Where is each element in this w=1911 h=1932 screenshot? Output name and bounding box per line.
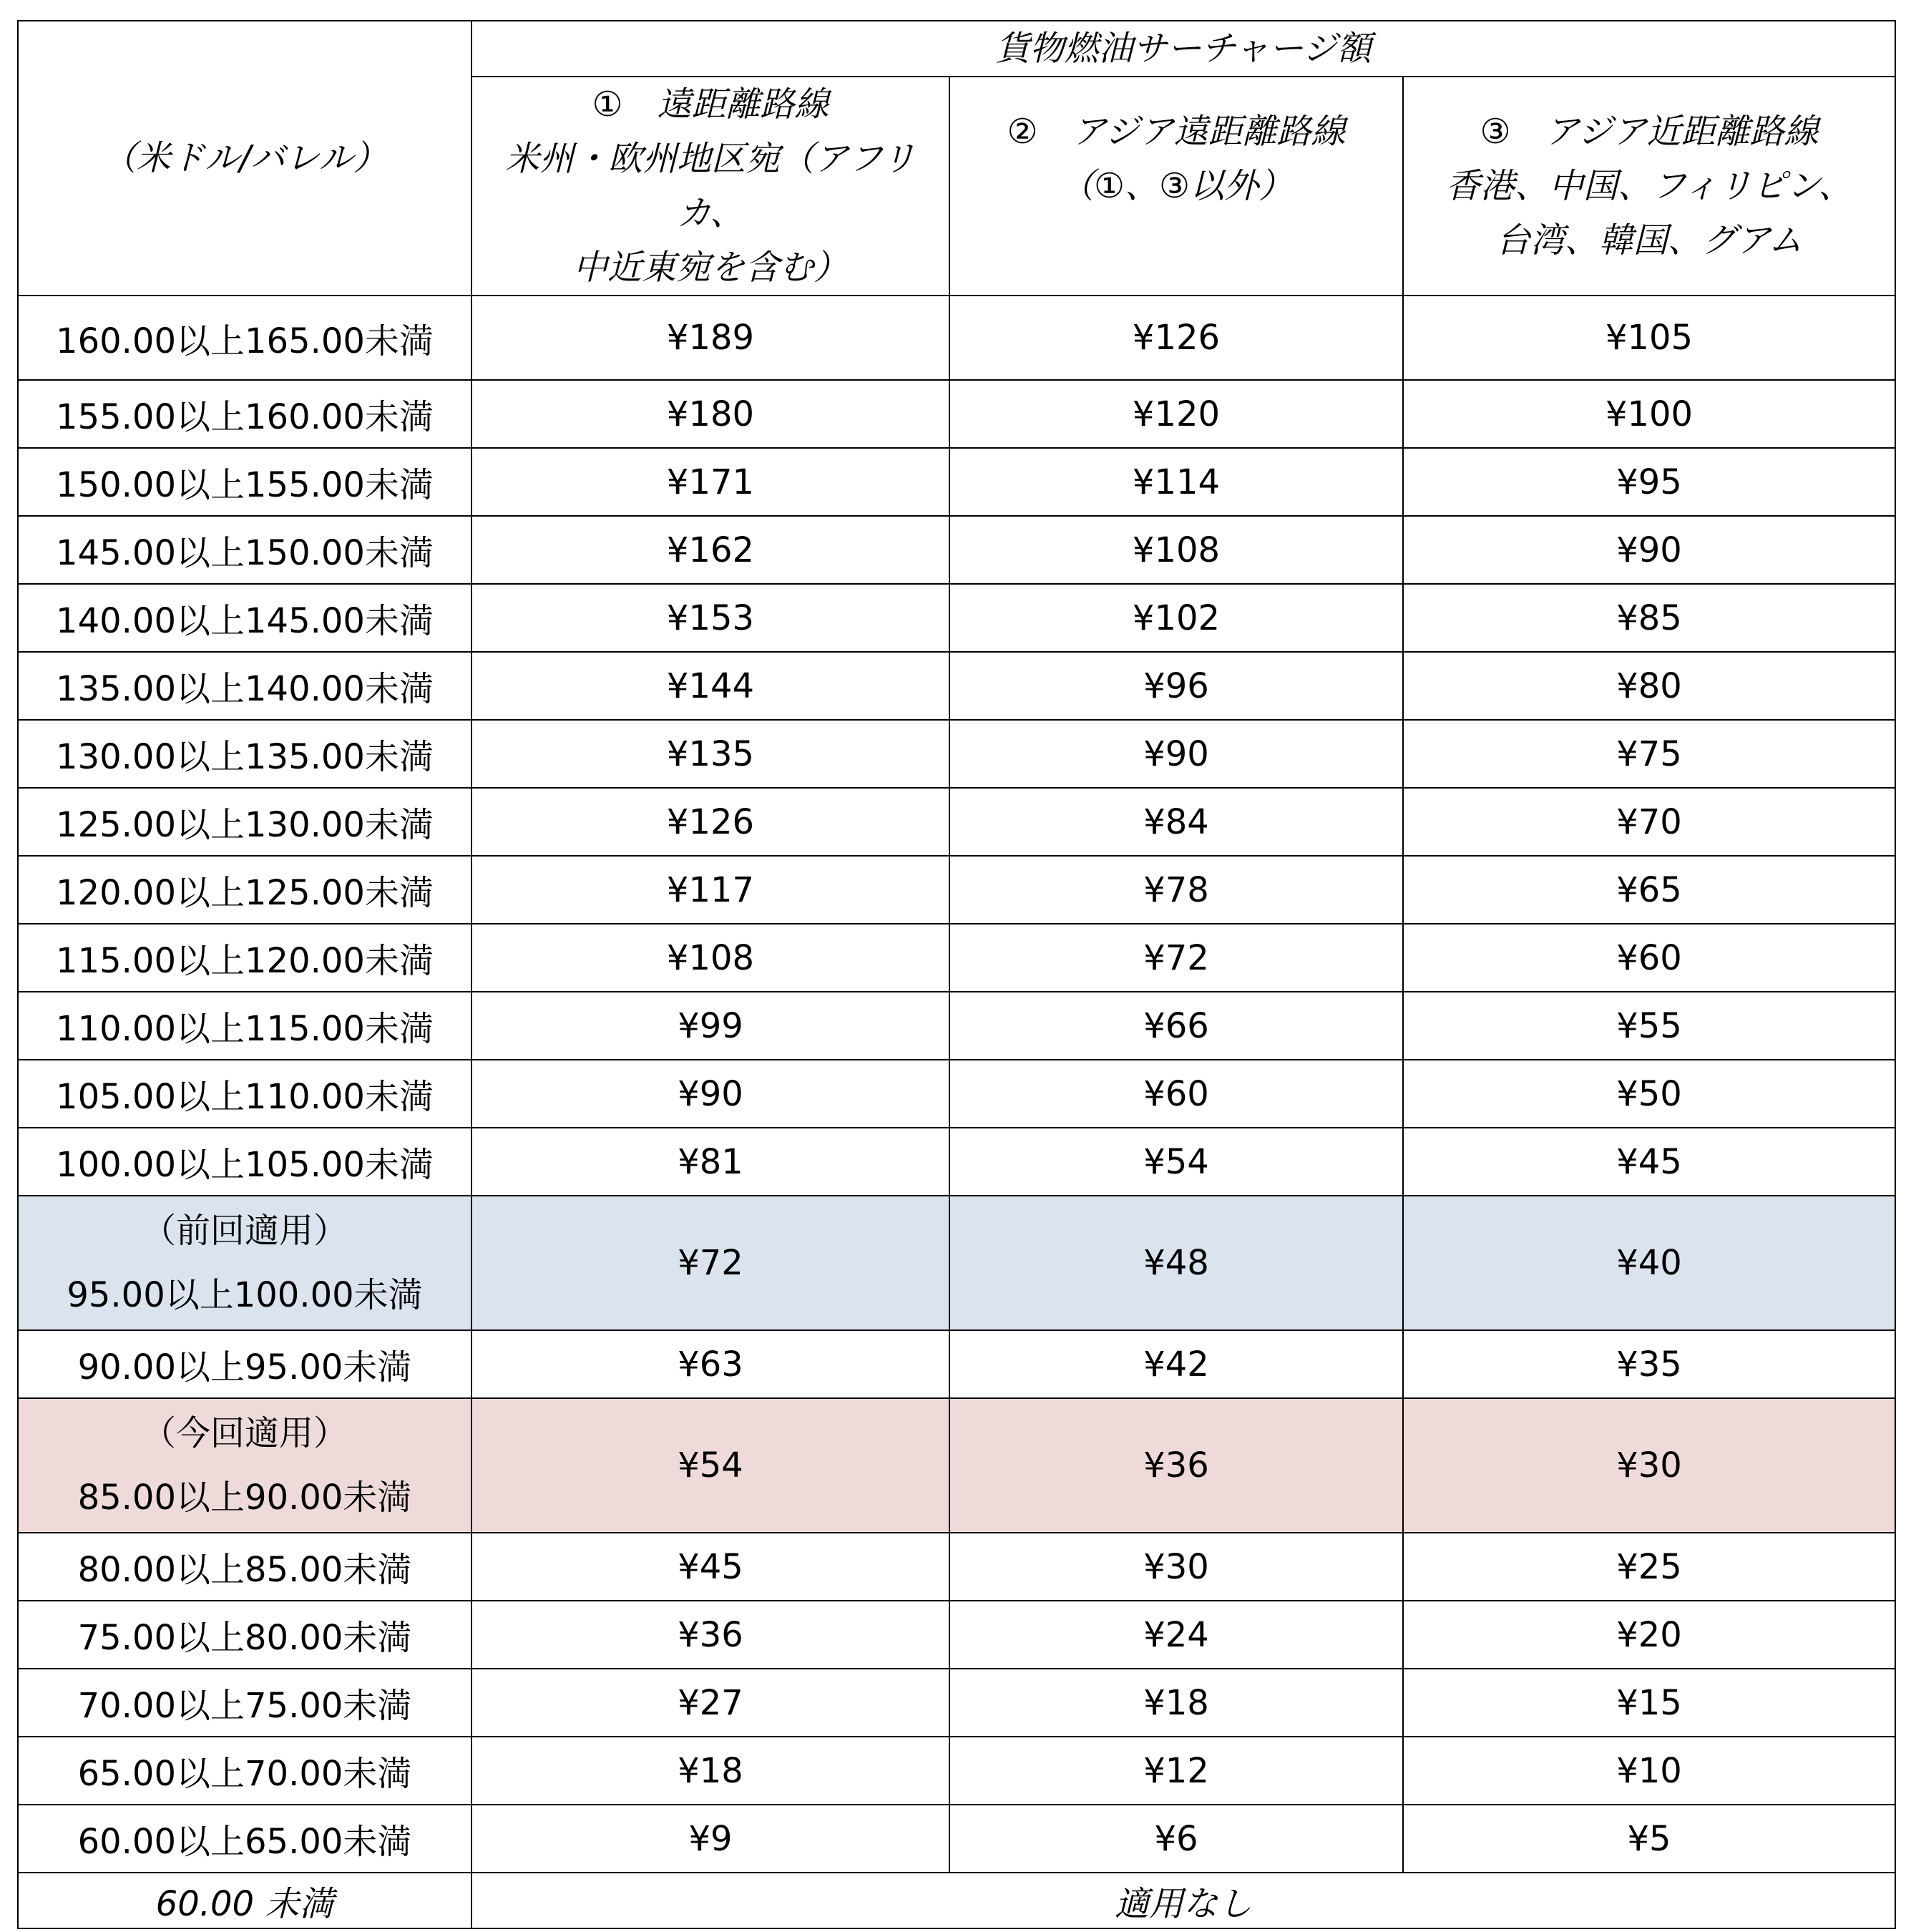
table-row <box>18 1669 1895 1737</box>
surcharge-amount-cell: ¥12 <box>949 1737 1403 1805</box>
table-row <box>18 380 1895 448</box>
surcharge-amount-cell: ¥30 <box>949 1533 1403 1601</box>
surcharge-amount-cell: ¥120 <box>949 380 1403 448</box>
surcharge-group-title: 貨物燃油サーチャージ額 <box>471 21 1895 77</box>
applied-period-note: （今回適用） <box>141 1413 348 1453</box>
surcharge-amount-cell: ¥50 <box>1403 1060 1895 1128</box>
range-cell: 60.00 未満 <box>18 1873 471 1928</box>
unit-label: （米ドル/バレル） <box>18 21 471 296</box>
range-cell: 105.00以上110.00未満 <box>18 1060 471 1128</box>
table-row <box>18 448 1895 516</box>
surcharge-amount-cell: ¥126 <box>471 788 949 856</box>
table-row <box>18 720 1895 788</box>
range-cell <box>18 1196 471 1330</box>
surcharge-amount-cell: ¥95 <box>1403 448 1895 516</box>
surcharge-amount-cell: ¥36 <box>471 1601 949 1669</box>
surcharge-amount-cell: ¥25 <box>1403 1533 1895 1601</box>
range-text: 85.00以上90.00未満 <box>77 1478 412 1518</box>
table-row <box>18 1128 1895 1196</box>
surcharge-amount-cell: ¥108 <box>949 516 1403 584</box>
table-body <box>18 296 1895 1873</box>
surcharge-amount-cell: ¥63 <box>471 1330 949 1398</box>
surcharge-amount-cell: ¥90 <box>471 1060 949 1128</box>
surcharge-amount-cell: ¥75 <box>1403 720 1895 788</box>
range-cell: 140.00以上145.00未満 <box>18 584 471 652</box>
surcharge-amount-cell: ¥162 <box>471 516 949 584</box>
column-header-asia-short <box>1403 77 1895 296</box>
surcharge-amount-cell: ¥171 <box>471 448 949 516</box>
table-row <box>18 992 1895 1060</box>
surcharge-amount-cell: ¥135 <box>471 720 949 788</box>
range-text: 95.00以上100.00未満 <box>67 1275 423 1315</box>
surcharge-amount-cell: ¥6 <box>949 1805 1403 1873</box>
range-cell: 70.00以上75.00未満 <box>18 1669 471 1737</box>
surcharge-amount-cell: ¥18 <box>949 1669 1403 1737</box>
surcharge-amount-cell: ¥108 <box>471 924 949 992</box>
range-cell: 130.00以上135.00未満 <box>18 720 471 788</box>
surcharge-amount-cell: ¥189 <box>471 296 949 380</box>
surcharge-amount-cell: ¥24 <box>949 1601 1403 1669</box>
surcharge-amount-cell: ¥100 <box>1403 380 1895 448</box>
column-header-line: （①、③以外） <box>1059 166 1294 206</box>
surcharge-amount-cell: ¥105 <box>1403 296 1895 380</box>
surcharge-amount-cell: ¥48 <box>949 1196 1403 1330</box>
range-cell: 155.00以上160.00未満 <box>18 380 471 448</box>
surcharge-amount-cell: ¥54 <box>471 1398 949 1533</box>
surcharge-amount-cell: ¥35 <box>1403 1330 1895 1398</box>
table-row <box>18 1330 1895 1398</box>
surcharge-amount-cell: ¥45 <box>1403 1128 1895 1196</box>
surcharge-amount-cell: ¥85 <box>1403 584 1895 652</box>
surcharge-amount-cell: ¥36 <box>949 1398 1403 1533</box>
table-row <box>18 1060 1895 1128</box>
column-header-line: ③ アジア近距離路線 <box>1480 112 1819 152</box>
surcharge-amount-cell: ¥18 <box>471 1737 949 1805</box>
surcharge-amount-cell: ¥72 <box>471 1196 949 1330</box>
surcharge-amount-cell: ¥99 <box>471 992 949 1060</box>
table-row <box>18 1805 1895 1873</box>
table-row <box>18 856 1895 924</box>
surcharge-amount-cell: ¥60 <box>949 1060 1403 1128</box>
surcharge-amount-cell: ¥70 <box>1403 788 1895 856</box>
surcharge-amount-cell: ¥114 <box>949 448 1403 516</box>
table-row-footer <box>18 1873 1895 1928</box>
range-cell: 120.00以上125.00未満 <box>18 856 471 924</box>
table-header <box>18 21 1895 296</box>
surcharge-amount-cell: ¥66 <box>949 992 1403 1060</box>
surcharge-amount-cell: ¥144 <box>471 652 949 720</box>
table-row <box>18 924 1895 992</box>
surcharge-amount-cell: ¥54 <box>949 1128 1403 1196</box>
surcharge-amount-cell: ¥40 <box>1403 1196 1895 1330</box>
range-cell: 150.00以上155.00未満 <box>18 448 471 516</box>
column-header-line: ② アジア遠距離路線 <box>1007 112 1346 152</box>
range-cell: 135.00以上140.00未満 <box>18 652 471 720</box>
range-cell: 90.00以上95.00未満 <box>18 1330 471 1398</box>
surcharge-amount-cell: ¥72 <box>949 924 1403 992</box>
surcharge-amount-cell: ¥90 <box>1403 516 1895 584</box>
surcharge-amount-cell: ¥15 <box>1403 1669 1895 1737</box>
surcharge-amount-cell: ¥81 <box>471 1128 949 1196</box>
table-row <box>18 788 1895 856</box>
table-row <box>18 1533 1895 1601</box>
column-header-line: 香港、中国、フィリピン、 <box>1445 166 1853 206</box>
surcharge-amount-cell: ¥78 <box>949 856 1403 924</box>
column-header-line: 中近東宛を含む） <box>572 248 848 288</box>
range-cell: 160.00以上165.00未満 <box>18 296 471 380</box>
range-cell: 80.00以上85.00未満 <box>18 1533 471 1601</box>
range-cell: 60.00以上65.00未満 <box>18 1805 471 1873</box>
fuel-surcharge-table <box>17 20 1896 1929</box>
surcharge-amount-cell: ¥27 <box>471 1669 949 1737</box>
table-row <box>18 516 1895 584</box>
table-row <box>18 1398 1895 1533</box>
surcharge-amount-cell: ¥55 <box>1403 992 1895 1060</box>
surcharge-amount-cell: ¥84 <box>949 788 1403 856</box>
surcharge-amount-cell: ¥126 <box>949 296 1403 380</box>
applied-period-note: （前回適用） <box>141 1211 348 1251</box>
surcharge-amount-cell: ¥42 <box>949 1330 1403 1398</box>
range-cell: 65.00以上70.00未満 <box>18 1737 471 1805</box>
surcharge-amount-cell: ¥45 <box>471 1533 949 1601</box>
surcharge-amount-cell: ¥65 <box>1403 856 1895 924</box>
surcharge-amount-cell: ¥96 <box>949 652 1403 720</box>
range-cell: 125.00以上130.00未満 <box>18 788 471 856</box>
range-cell: 115.00以上120.00未満 <box>18 924 471 992</box>
range-cell <box>18 1398 471 1533</box>
surcharge-amount-cell: ¥117 <box>471 856 949 924</box>
surcharge-amount-cell: ¥80 <box>1403 652 1895 720</box>
column-header-line: ① 遠距離路線 <box>592 84 829 125</box>
surcharge-amount-cell: ¥10 <box>1403 1737 1895 1805</box>
surcharge-amount-cell: ¥180 <box>471 380 949 448</box>
surcharge-amount-cell: ¥153 <box>471 584 949 652</box>
range-cell: 110.00以上115.00未満 <box>18 992 471 1060</box>
table-row <box>18 1737 1895 1805</box>
surcharge-amount-cell: ¥90 <box>949 720 1403 788</box>
surcharge-amount-cell: ¥102 <box>949 584 1403 652</box>
surcharge-amount-cell: ¥60 <box>1403 924 1895 992</box>
table-row <box>18 652 1895 720</box>
surcharge-amount-cell: ¥5 <box>1403 1805 1895 1873</box>
range-cell: 100.00以上105.00未満 <box>18 1128 471 1196</box>
not-applicable-cell: 適用なし <box>471 1873 1895 1928</box>
surcharge-amount-cell: ¥30 <box>1403 1398 1895 1533</box>
range-cell: 145.00以上150.00未満 <box>18 516 471 584</box>
table-row <box>18 296 1895 380</box>
table-row <box>18 584 1895 652</box>
table-row <box>18 1601 1895 1669</box>
column-header-line: 台湾、韓国、グアム <box>1495 220 1803 260</box>
table-row <box>18 1196 1895 1330</box>
column-header-long-haul <box>471 77 949 296</box>
surcharge-amount-cell: ¥9 <box>471 1805 949 1873</box>
surcharge-amount-cell: ¥20 <box>1403 1601 1895 1669</box>
column-header-line: 米州・欧州地区宛（アフリカ、 <box>504 139 917 233</box>
range-cell: 75.00以上80.00未満 <box>18 1601 471 1669</box>
column-header-asia-long <box>949 77 1403 296</box>
